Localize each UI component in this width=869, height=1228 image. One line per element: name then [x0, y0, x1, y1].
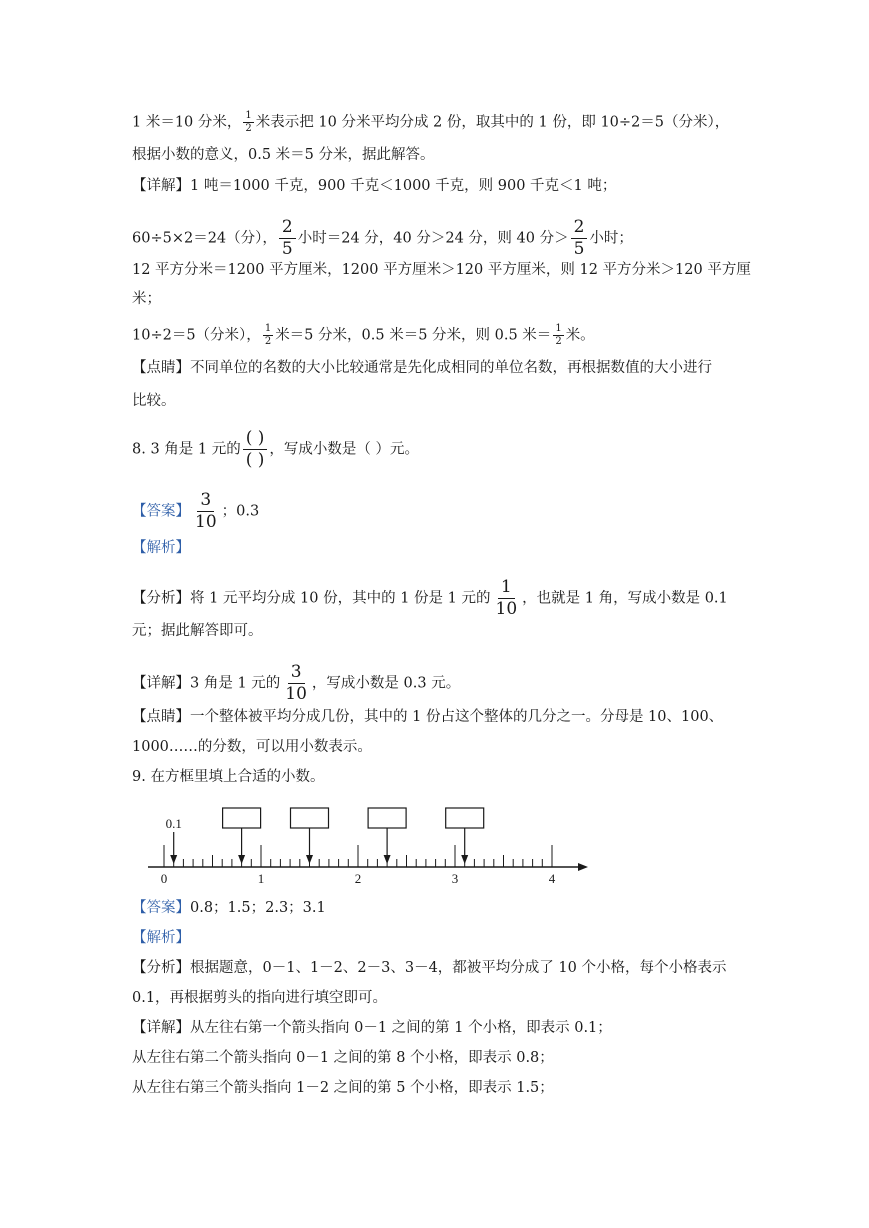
axis-arrowhead	[578, 863, 588, 871]
detail-tag: 【详解】	[132, 178, 190, 194]
blank-numerator[interactable]: ( )	[243, 428, 268, 450]
text-line	[132, 988, 387, 1008]
text-segment: 9. 在方框里填上合适的小数。	[132, 769, 325, 785]
answer-text: 0.8；1.5；2.3；3.1	[190, 900, 326, 916]
fraction	[493, 577, 521, 620]
tick-label: 3	[451, 871, 459, 886]
text-segment: 从左往右第三个箭头指向 1－2 之间的第 5 个小格，即表示 1.5；	[132, 1080, 554, 1096]
detail-tag: 【详解】	[132, 675, 190, 692]
text-line	[132, 928, 190, 948]
answer-box	[291, 808, 329, 828]
fraction-numerator: 3	[288, 662, 305, 684]
fraction	[192, 490, 220, 533]
pointer-arrowhead	[384, 855, 391, 864]
fraction	[571, 217, 588, 260]
fraction	[263, 324, 273, 347]
text-segment: 将 1 元平均分成 10 份，其中的 1 份是 1 元的	[190, 590, 491, 607]
text-segment: 1000……的分数，可以用小数表示。	[132, 739, 372, 755]
text-line	[132, 145, 435, 165]
tick-label: 0	[160, 871, 168, 886]
text-line	[132, 577, 728, 620]
text-segment: 米；	[132, 291, 161, 307]
text-segment: ，写成小数是（ ）元。	[269, 441, 420, 458]
text-segment: 10÷2＝5（分米），	[132, 327, 261, 344]
text-line	[132, 391, 176, 411]
fraction-numerator: 1	[498, 577, 515, 599]
text-segment: 小时；	[589, 230, 633, 247]
text-segment: 米＝5 分米，0.5 米＝5 分米，则 0.5 米＝	[275, 327, 552, 344]
fraction-numerator: 1	[555, 323, 562, 334]
answer-box	[446, 808, 484, 828]
fraction-denominator: 2	[245, 123, 252, 134]
pointer-arrowhead	[461, 855, 468, 864]
text-line	[132, 1048, 554, 1068]
analysis-tag: 【解析】	[132, 540, 190, 556]
pointer-arrowhead	[238, 855, 245, 864]
analysis-subtag: 【分析】	[132, 960, 190, 976]
text-segment: 米表示把 10 分米平均分成 2 份，取其中的 1 份，即 10÷2＝5（分米），	[255, 114, 730, 131]
text-line	[132, 260, 751, 280]
text-segment: 60÷5×2＝24（分），	[132, 230, 277, 247]
text-line	[132, 737, 372, 757]
fraction-denominator: 10	[495, 599, 518, 619]
fraction-denominator: 5	[281, 239, 293, 259]
number-line-static	[148, 808, 588, 886]
fraction-denominator: 2	[555, 336, 562, 347]
pointer-arrowhead	[306, 855, 313, 864]
given-value-label: 0.1	[165, 816, 182, 831]
analysis-subtag: 【分析】	[132, 590, 190, 607]
text-segment: 从左往右第一个箭头指向 0－1 之间的第 1 个小格，即表示 0.1；	[190, 1020, 612, 1036]
answer-tag: 【答案】	[132, 900, 190, 916]
text-segment: 12 平方分米＝1200 平方厘米，1200 平方厘米＞120 平方厘米，则 12 平方分米＞120 平方厘	[132, 262, 751, 278]
text-segment: 3 角是 1 元的	[190, 675, 281, 692]
pointer-arrowhead	[170, 855, 177, 864]
text-line	[132, 662, 460, 705]
comment-tag: 【点睛】	[132, 709, 190, 725]
fraction	[243, 111, 253, 134]
text-segment: 元；据此解答即可。	[132, 623, 263, 639]
number-line-diagram	[140, 800, 600, 890]
fraction-numerator: 3	[197, 490, 214, 512]
text-line	[132, 958, 726, 978]
answer-box	[223, 808, 261, 828]
fraction-numerator: 2	[571, 217, 588, 239]
text-segment: ，写成小数是 0.3 元。	[311, 675, 461, 692]
text-segment: 小时＝24 分，40 分＞24 分，则 40 分＞	[297, 230, 569, 247]
fraction	[279, 217, 296, 260]
text-segment: 8. 3 角是 1 元的	[132, 441, 241, 458]
fraction-denominator: 10	[285, 684, 307, 704]
text-line	[132, 217, 633, 260]
text-segment: 米。	[565, 327, 595, 344]
text-line	[132, 1078, 554, 1098]
text-line	[132, 289, 161, 309]
text-line	[132, 707, 723, 727]
detail-tag: 【详解】	[132, 1020, 190, 1036]
text-line	[132, 324, 595, 347]
answer-box	[368, 808, 406, 828]
question-8-answer	[132, 490, 259, 533]
comment-tag: 【点睛】	[132, 360, 190, 376]
question-9-answer	[132, 898, 326, 918]
question-9-stem	[132, 767, 324, 787]
text-segment: ，也就是 1 角，写成小数是 0.1	[522, 590, 728, 607]
answer-tag: 【答案】	[132, 503, 190, 520]
text-line	[132, 358, 712, 378]
tick-label: 4	[548, 871, 556, 886]
text-line	[132, 1018, 612, 1038]
text-segment: 一个整体被平均分成几份，其中的 1 份占这个整体的几分之一。分母是 10、100、	[190, 709, 724, 725]
analysis-tag: 【解析】	[132, 930, 190, 946]
tick-label: 1	[257, 871, 265, 886]
text-segment: 从左往右第二个箭头指向 0－1 之间的第 8 个小格，即表示 0.8；	[132, 1050, 554, 1066]
text-segment: 根据题意，0－1、1－2、2－3、3－4，都被平均分成了 10 个小格，每个小格表示	[190, 960, 727, 976]
text-line	[132, 111, 729, 134]
fraction-numerator: 1	[264, 323, 272, 334]
text-line	[132, 538, 190, 558]
fraction	[553, 324, 563, 347]
text-line	[132, 176, 616, 196]
text-segment: 比较。	[132, 393, 176, 409]
fraction	[282, 662, 310, 705]
fraction-numerator: 1	[245, 110, 252, 121]
fraction-numerator: 2	[279, 217, 296, 239]
text-segment: 1 米＝10 分米，	[132, 114, 242, 131]
text-segment: 0.1，再根据剪头的指向进行填空即可。	[132, 990, 388, 1006]
fraction-denominator: 5	[573, 239, 585, 259]
fraction-denominator: 10	[195, 512, 217, 532]
question-8-stem	[132, 428, 419, 471]
tick-label: 2	[354, 871, 362, 886]
text-segment: 不同单位的名数的大小比较通常是先化成相同的单位名数，再根据数值的大小进行	[190, 360, 712, 376]
blank-fraction[interactable]	[243, 428, 268, 471]
text-segment: ；0.3	[221, 503, 260, 520]
text-line	[132, 621, 263, 641]
fraction-denominator: 2	[264, 336, 272, 347]
blank-denominator[interactable]: ( )	[245, 450, 265, 470]
text-segment: 1 吨＝1000 千克，900 千克＜1000 千克，则 900 千克＜1 吨；	[190, 178, 617, 194]
text-segment: 根据小数的意义，0.5 米＝5 分米，据此解答。	[132, 147, 435, 163]
